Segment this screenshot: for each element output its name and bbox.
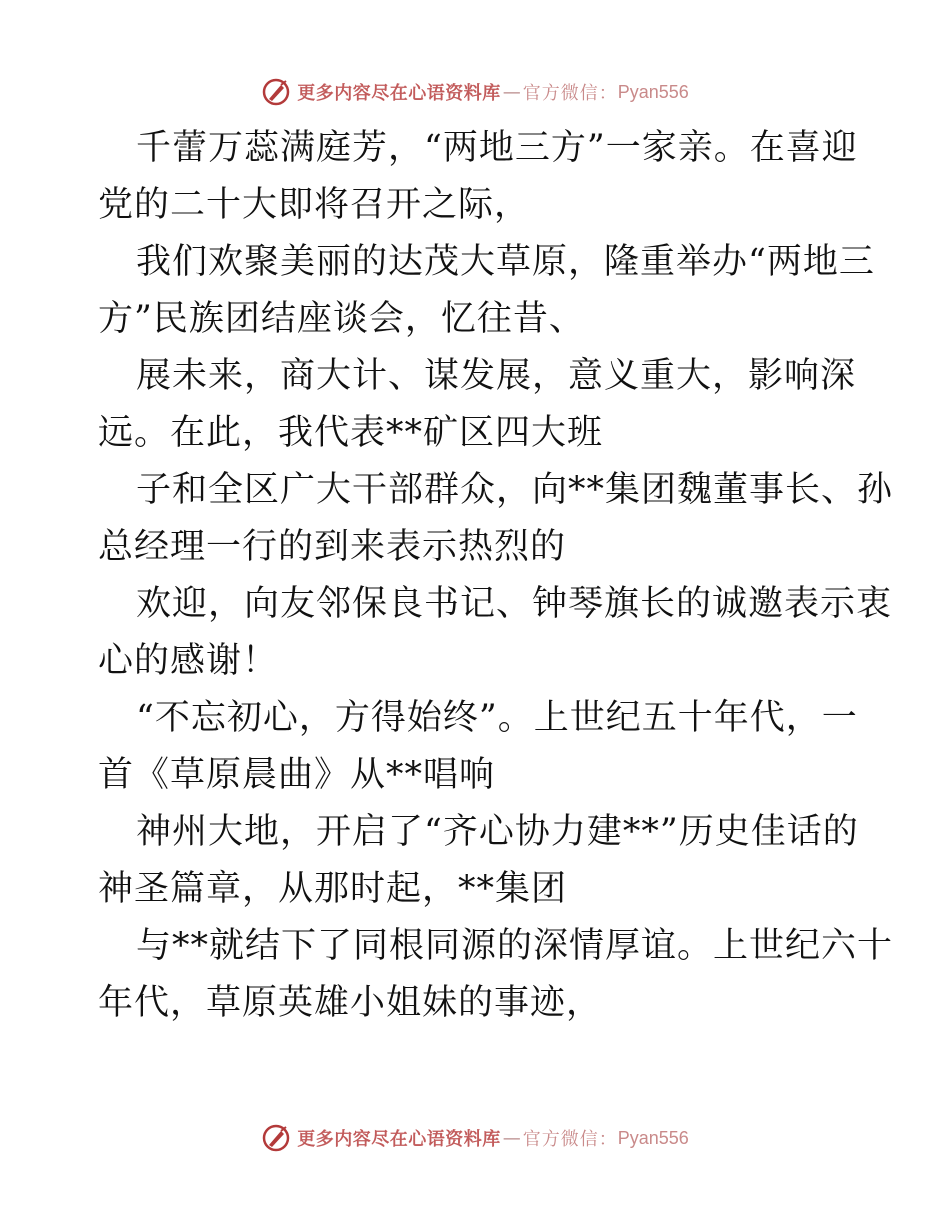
text-line: “不忘初心，方得始终”。上世纪五十年代，一 <box>136 698 858 738</box>
text-line: 心的感谢！ <box>98 641 279 681</box>
watermark-site-text: 更多内容尽在心语资料库 <box>297 83 501 104</box>
text-line: 方”民族团结座谈会，忆往昔、 <box>98 299 585 339</box>
text-line: 年代，草原英雄小姐妹的事迹， <box>98 983 603 1023</box>
text-line: 神圣篇章，从那时起，**集团 <box>98 869 568 909</box>
watermark-dash: — <box>502 1127 521 1149</box>
text-line: 我们欢聚美丽的达茂大草原，隆重举办“两地三 <box>136 242 875 282</box>
quill-logo-icon <box>261 77 291 107</box>
text-line: 展未来，商大计、谋发展，意义重大，影响深 <box>136 356 857 396</box>
text-line: 首《草原晨曲》从**唱响 <box>98 755 496 795</box>
text-line: 欢迎，向友邻保良书记、钟琴旗长的诚邀表示衷 <box>136 584 893 624</box>
watermark-wechat-id: Pyan556 <box>617 1127 689 1148</box>
header-watermark <box>0 72 950 112</box>
text-line: 总经理一行的到来表示热烈的 <box>98 527 567 567</box>
text-line: 党的二十大即将召开之际， <box>98 185 531 225</box>
footer-watermark <box>0 1118 950 1158</box>
text-line: 远。在此，我代表**矿区四大班 <box>98 413 604 453</box>
text-line: 子和全区广大干部群众，向**集团魏董事长、孙 <box>136 470 894 510</box>
text-line: 千蕾万蕊满庭芳，“两地三方”一家亲。在喜迎 <box>136 128 858 168</box>
quill-logo-icon <box>261 1123 291 1153</box>
watermark-label: 官方微信： <box>522 83 618 104</box>
watermark-dash: — <box>502 81 521 103</box>
text-line: 与**就结下了同根同源的深情厚谊。上世纪六十 <box>136 926 894 966</box>
text-line: 神州大地，开启了“齐心协力建**”历史佳话的 <box>136 812 859 852</box>
watermark-label: 官方微信： <box>522 1129 618 1150</box>
document-body <box>98 120 894 1032</box>
watermark-wechat-id: Pyan556 <box>617 81 689 102</box>
watermark-site-text: 更多内容尽在心语资料库 <box>297 1129 501 1150</box>
